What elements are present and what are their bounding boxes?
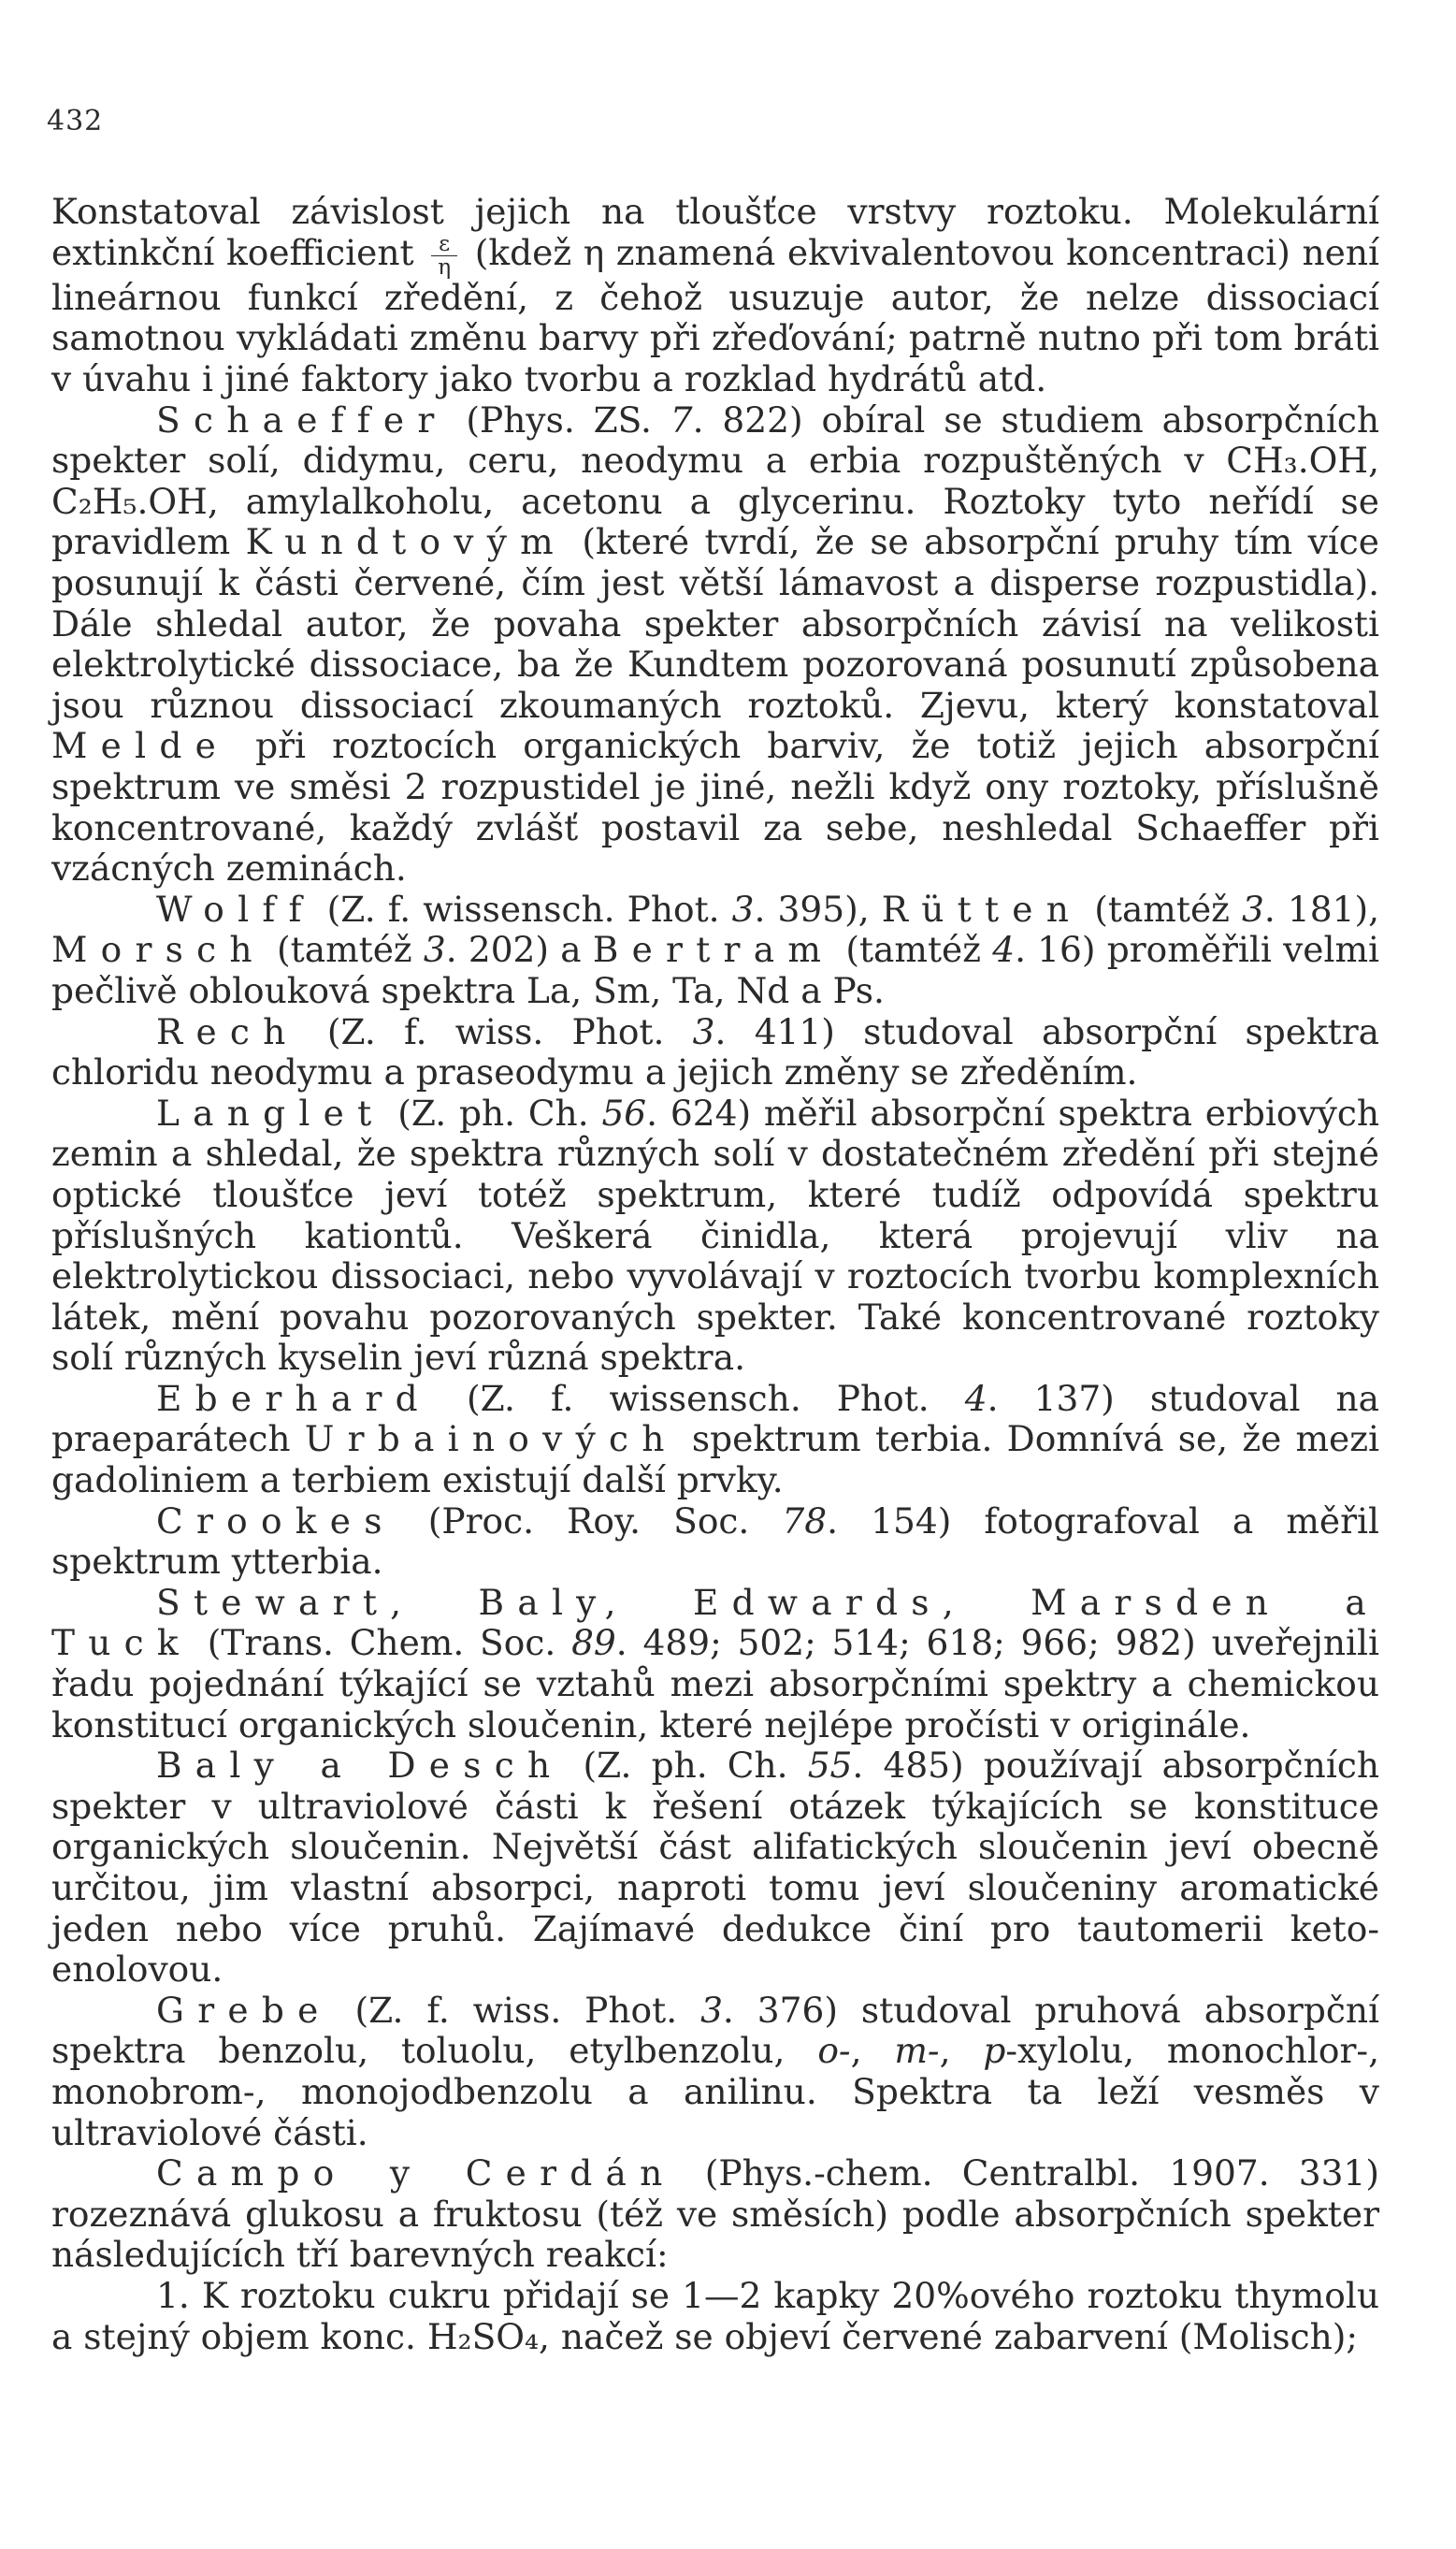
text-run: (Phys.-chem. Centralbl. 1907. 331) rozeznává glukosu a fruktosu (též ve směsích) podle absorpčních spekter následujících tří barevných reakcí:: [51, 2152, 1379, 2276]
volume-number: 3: [1242, 888, 1264, 930]
text-run: . 16) proměřili velmi pečlivě oblouková spektra La, Sm, Ta, Nd a Ps.: [51, 929, 1380, 1011]
text-run: (Z. ph. Ch.: [384, 1092, 602, 1134]
author-name: Campo y Cerdán: [156, 2152, 676, 2194]
author-name: Grebe: [156, 1989, 332, 2031]
text-run: (tamtéž: [1082, 888, 1242, 930]
author-name: Bertram: [592, 929, 835, 971]
author-name: Wolff: [156, 888, 315, 930]
author-name: Melde: [51, 725, 230, 767]
paragraph: [51, 1745, 1379, 1991]
volume-number: 4: [992, 929, 1016, 971]
text-run: (které tvrdí, že se absorpční pruhy tím více posunují k části červené, čím jest větší lámavost a disperse rozpustidla). Dále shledal autor, že povaha spekter absorpčních závisí na velikosti elektrolytické dissociace, ba že Kundtem pozorovaná posunutí způsobena jsou různou dissociací zkoumaných roztoků. Zjevu, který konstatoval: [51, 521, 1380, 726]
text-run: . 624) měřil absorpční spektra erbiových zemin a shledal, že spektra různých solí v dostatečném zředění při stejné optické tloušťce jeví totéž spektrum, které tudíž odpovídá spektru příslušných kationtů. Veškerá činidla, která projevují vliv na elektrolytickou dissociaci, nebo vyvolávají v roztocích tvorbu komplexních látek, mění povahu pozorovaných spekter. Také koncentrované roztoky solí různých kyselin jeví různá spektra.: [51, 1092, 1379, 1379]
text-run: (Phys. ZS.: [447, 398, 670, 441]
volume-number: 7: [670, 398, 693, 441]
text-body: [51, 192, 1379, 2357]
volume-number: 3: [700, 1989, 723, 2031]
text-run: (Proc. Roy. Soc.: [395, 1499, 783, 1542]
author-name: Eberhard: [156, 1377, 431, 1419]
text-run: (tamtéž: [834, 929, 993, 971]
text-run: ,: [939, 2030, 984, 2072]
paragraph: [51, 1501, 1379, 1583]
paragraph: [51, 1012, 1379, 1093]
text-run: (Z. f. wissensch. Phot.: [430, 1377, 965, 1419]
text-run: (Z. f. wiss. Phot.: [298, 1010, 693, 1052]
text-run: spektrum terbia. Domnívá se, že mezi gadoliniem a terbiem existují další prvky.: [51, 1418, 1379, 1501]
paragraph: [51, 2276, 1379, 2357]
volume-number: 3: [731, 888, 755, 930]
text-run: . 137) studoval na praeparátech: [51, 1377, 1379, 1460]
text-run: . 202) a: [445, 929, 593, 971]
volume-number: m-: [894, 2030, 940, 2072]
text-run: . 411) studoval absorpční spektra chloridu neodymu a praseodymu a jejich změny se zředěním.: [51, 1010, 1379, 1093]
volume-number: 56: [601, 1092, 647, 1134]
author-name: Rütten: [881, 888, 1083, 930]
fraction-denominator: η: [438, 253, 452, 280]
volume-number: 89: [571, 1622, 616, 1664]
fraction: [431, 233, 457, 278]
text-run: . 489; 502; 514; 618; 966; 982) uveřejnili řadu pojednání týkající se vztahů mezi absorpčními spektry a chemickou konstitucí organických sloučenin, které nejlépe pročísti v originále.: [51, 1622, 1379, 1745]
volume-number: 78: [782, 1499, 828, 1542]
paragraph: [51, 1093, 1379, 1379]
paragraph: [51, 192, 1379, 400]
paragraph: [51, 890, 1379, 1012]
author-name: Urbainových: [304, 1418, 678, 1460]
paragraph: [51, 2153, 1379, 2276]
text-run: (Z. f. wiss. Phot.: [331, 1989, 701, 2031]
volume-number: 4: [964, 1377, 987, 1419]
text-run: . 485) používají absorpčních spekter v ultraviolové části k řešení otázek týkajících se konstituce organických sloučenin. Největší část alifatických sloučenin jeví obecně určitou, jim vlastní absorpci, naproti tomu jeví sloučeniny aromatické jeden nebo více pruhů. Zajímavé dedukce činí pro tautomerii keto-enolovou.: [51, 1745, 1379, 1991]
text-run: (kdež η znamená ekvivalentovou koncentraci) není lineárnou funkcí zředění, z čehož usuzuje autor, že nelze dissociací samotnou vykládati změnu barvy při zřeďování; patrně nutno při tom bráti v úvahu i jiné faktory jako tvorbu a rozklad hydrátů atd.: [51, 231, 1379, 400]
paragraph: [51, 400, 1379, 890]
paragraph: [51, 1379, 1379, 1501]
text-run: ,: [850, 2030, 895, 2072]
author-name: Rech: [156, 1010, 299, 1052]
author-name: Morsch: [51, 929, 266, 971]
author-name: Crookes: [156, 1499, 396, 1542]
paragraph: [51, 1991, 1379, 2153]
text-run: . 154) fotografoval a měřil spektrum ytterbia.: [51, 1499, 1379, 1583]
volume-number: p: [983, 2030, 1006, 2072]
text-run: (Z. ph. Ch.: [563, 1745, 808, 1787]
text-run: -xylolu, monochlor-, monobrom-, monojodbenzolu a anilinu. Spektra ta leží vesměs v ultraviolové části.: [51, 2030, 1379, 2153]
volume-number: 55: [807, 1745, 853, 1787]
text-run: . 395),: [754, 888, 882, 930]
text-run: (Trans. Chem. Soc.: [191, 1622, 572, 1664]
volume-number: 3: [692, 1010, 715, 1052]
text-run: . 822) obíral se studiem absorpčních spekter solí, didymu, ceru, neodymu a erbia rozpuštěných v CH₃.OH, C₂H₅.OH, amylalkoholu, acetonu a glycerinu. Roztoky tyto neřídí se pravidlem: [51, 398, 1379, 563]
author-name: Schaeffer: [156, 398, 448, 441]
volume-number: 3: [423, 929, 446, 971]
text-run: . 376) studoval pruhová absorpční spektra benzolu, toluolu, etylbenzolu,: [51, 1989, 1379, 2072]
author-name: Langlet: [156, 1092, 385, 1134]
text-run: Konstatoval závislost jejich na tloušťce vrstvy roztoku. Molekulární extinkční koefficient: [51, 191, 1379, 273]
paragraph: [51, 1583, 1379, 1745]
page-number: 432: [47, 105, 104, 138]
text-run: při roztocích organických barviv, že totiž jejich absorpční spektrum ve směsi 2 rozpustidel je jiné, nežli když ony roztoky, příslušně koncentrované, každý zvlášť postavil za sebe, neshledal Schaeffer při vzácných zeminách.: [51, 725, 1379, 890]
author-name: Baly a Desch: [156, 1745, 564, 1787]
text-run: (Z. f. wissensch. Phot.: [314, 888, 732, 930]
text-run: 1. K roztoku cukru přidají se 1—2 kapky 20%ového roztoku thymolu a stejný objem konc. H₂SO₄, načež se objeví červené zabarvení (Molisch);: [51, 2274, 1379, 2357]
volume-number: o-: [817, 2030, 851, 2072]
fraction-numerator: ε: [431, 233, 457, 255]
text-run: . 181),: [1263, 888, 1380, 930]
author-name: Stewart, Baly, Edwards, Marsden a Tuck: [51, 1581, 1379, 1664]
author-name: Kundtovým: [245, 521, 567, 563]
text-run: (tamtéž: [265, 929, 424, 971]
